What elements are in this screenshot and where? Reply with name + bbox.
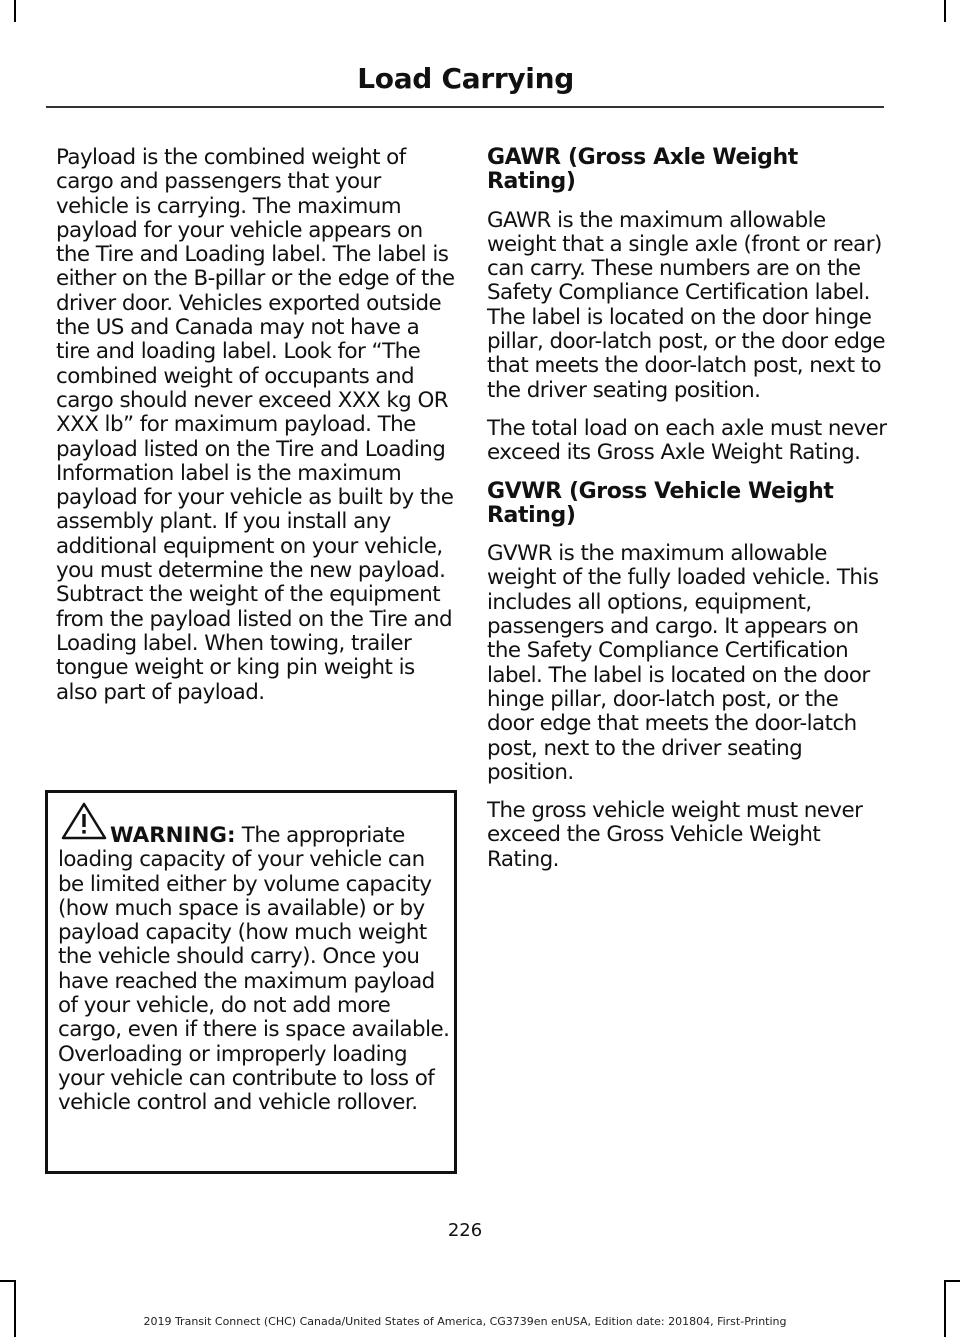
gawr-heading: GAWR (Gross Axle Weight Rating) xyxy=(487,145,798,195)
crop-mark-top-right-v xyxy=(944,0,946,22)
payload-paragraph: Payload is the combined weight of cargo and passengers that your vehicle is carrying. The maximum payload for your vehicle appears on the Tire and Loading label. The label is either on the B-pillar or the edge of the driver door. Vehicles exported outside the US and Canada may not have a tire and loading label. Look for “The combined weight of occupants and cargo should never exceed XXX kg OR XXX lb” for maximum payload. The payload listed on the Tire and Loading Information label is the maximum payload for your vehicle as built by the assembly plant. If you install any additional equipment on your vehicle, you must determine the new payload. Subtract the weight of the equipment from the payload listed on the Tire and Loading label. When towing, trailer tongue weight or king pin weight is also part of payload. xyxy=(56,145,455,705)
crop-mark-top-left-v xyxy=(14,0,16,22)
footer-edition-info: 2019 Transit Connect (CHC) Canada/United States of America, CG3739en enUSA, Edition date: 201804, First-Printing xyxy=(143,1315,787,1328)
crop-mark-bottom-left-h xyxy=(0,1280,16,1282)
right-column xyxy=(487,146,887,886)
gvwr-paragraph-2: The gross vehicle weight must never exceed the Gross Vehicle Weight Rating. xyxy=(487,798,863,872)
crop-mark-bottom-right-v xyxy=(944,1280,946,1337)
left-column xyxy=(56,146,456,719)
warning-label: WARNING: xyxy=(110,823,236,848)
gawr-paragraph-1: GAWR is the maximum allowable weight that a single axle (front or rear) can carry. These numbers are on the Safety Compliance Certification label. The label is located on the door hinge pillar, door-latch post, or the door edge that meets the door-latch post, next to the driver seating position. xyxy=(487,207,886,403)
page-number: 226 xyxy=(447,1220,483,1241)
warning-box xyxy=(45,790,457,1174)
warning-body: The appropriate loading capacity of your vehicle can be limited either by volume capacity (how much space is available) or by payload capacity (how much weight the vehicle should carry). Once you have reached the maximum payload of your vehicle, do not add more cargo, even if there is space available. Overloading or improperly loading your vehicle can contribute to loss of vehicle control and vehicle rollover. xyxy=(58,823,450,1116)
crop-mark-bottom-left-v xyxy=(14,1280,16,1337)
gvwr-heading: GVWR (Gross Vehicle Weight Rating) xyxy=(487,478,834,528)
warning-text xyxy=(58,824,453,1116)
gvwr-paragraph-1: GVWR is the maximum allowable weight of the fully loaded vehicle. This includes all options, equipment, passengers and cargo. It appears on the Safety Compliance Certification label. The label is located on the door hinge pillar, door-latch post, or the door edge that meets the door-latch post, next to the driver seating position. xyxy=(487,541,879,785)
gawr-paragraph-2: The total load on each axle must never exceed its Gross Axle Weight Rating. xyxy=(487,415,887,466)
header-divider xyxy=(46,106,884,108)
crop-mark-bottom-right-h xyxy=(944,1280,960,1282)
page-title: Load Carrying xyxy=(357,62,574,95)
